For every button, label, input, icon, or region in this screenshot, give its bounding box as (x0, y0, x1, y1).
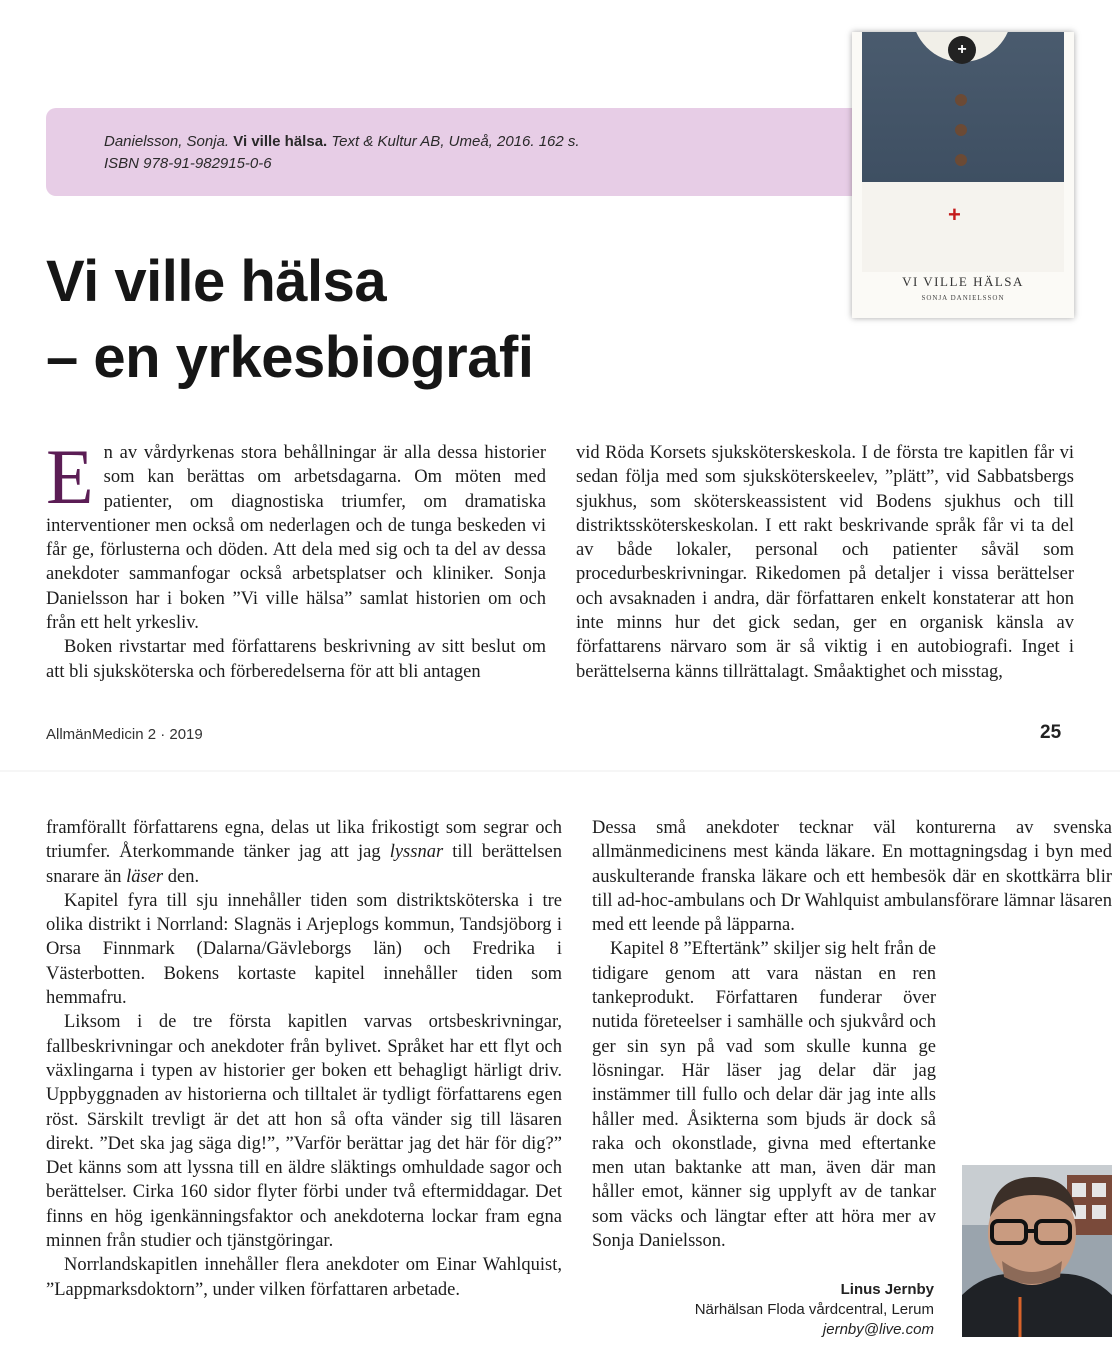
reference-author: Danielsson, Sonja. (104, 133, 230, 150)
article-headline (46, 244, 746, 396)
paragraph: Liksom i de tre första kapitlen varvas ortsbeskrivningar, fallbeskrivningar och anekdoter från bylivet. Språket har ett flyt och växlingarna i typen av historier ger boken ett behagligt härligt driv. Uppbyggnaden av historierna och tilltalet är tydligt författarens egen röst. Särskilt trevligt är det att hon så ofta vänder sig till läsaren direkt. ”Det ska jag säga dig!”, ”Varför berättar jag det här för dig?” Det känns som att lyssna till en äldre släktings omhuldade sagor och berättelser. Cirka 160 sidor flyter förbi under två eftermiddagar. Det finns en hög igenkänningsfaktor och anekdoterna lockar fram egna minnen från studier och tjänstgöringar. (46, 1012, 562, 1252)
cover-apron (862, 182, 1064, 272)
author-photo (962, 1165, 1112, 1337)
page-divider (0, 770, 1120, 772)
journal-footer: AllmänMedicin 2 · 2019 (46, 726, 203, 743)
cover-author: SONJA DANIELSSON (921, 294, 1005, 302)
emphasis-text: lyssnar (389, 842, 444, 863)
text-column-1 (46, 433, 546, 684)
emphasis-text: läser (126, 866, 164, 887)
paragraph-text: framförallt författarens egna, delas ut lika frikostigt som segrar och triumfer. Återkommande tänker jag att jag (46, 818, 562, 863)
paragraph: Boken rivstartar med författarens beskrivning av sitt beslut om att bli sjuksköterska och förberedelserna för att bli antagen (46, 637, 546, 682)
paragraph: Dessa små anekdoter tecknar väl konturerna av svenska allmänmedicinens mest kända läkare. En mottagningsdag i byn med auskulterande franska läkare och ett hembesök där en skottkärra blir till ad-hoc-ambulans och Dr Wahlquist ambulansförare lämnar läsaren med ett leende på läpparna. (592, 818, 1112, 936)
text-column-2 (576, 441, 1074, 684)
reference-title: Vi ville hälsa. (233, 133, 328, 150)
headline-line-1: Vi ville hälsa (46, 249, 387, 314)
reference-publisher: Text & Kultur AB, Umeå, 2016. 162 s. (331, 133, 580, 150)
reference-isbn: ISBN 978-91-982915-0-6 (104, 155, 272, 172)
paragraph: Kapitel fyra till sju innehåller tiden som distriktsköterska i tre olika distrikt i Norrland: Slagnäs i Arjeplogs kommun, Tandsjöborg i Orsa Finnmark (Dalarna/Gävleborgs län) och Fredrika i Västerbotten. Bokens kortaste kapitel innehåller tiden som hemmafru. (46, 890, 562, 1009)
reviewer-email: jernby@live.com (822, 1321, 934, 1338)
paragraph: Norrlandskapitlen innehåller flera anekdoter om Einar Wahlquist, ”Lappmarksdoktorn”, under vilken författaren arbetade. (46, 1255, 562, 1300)
paragraph-text: den. (163, 866, 200, 887)
cover-button-icon (955, 154, 967, 166)
paragraph: vid Röda Korsets sjuksköterskeskola. I de första tre kapitlen får vi sedan följa med som sjuksköterskeelev, ”plätt”, vid Sabbatsbergs sjukhus, som sköterskeassistent vid Bodens sjukhus och till distriktssköterskeskolan. I ett rakt beskrivande språk får vi ta del av både lokaler, personal och patienter såväl som procedurbeskrivningar. Rikedomen på detaljer i vissa berättelser och avsaknaden i andra, där författaren enkelt konstaterar att hon inte minns hur det gick sedan, ger en organisk känsla av författarens närvaro som är så viktig i en autobiografi. Inget i berättelserna känns tillrättalagt. Småaktighet och misstag, (576, 443, 1074, 682)
paragraph-text: n av vårdyrkenas stora behållningar är alla dessa historier som kan berättas om arbetsdagarna. Om möten med patienter, om diagnostiska triumfer, om dramatiska interventioner men också om nederlagen och de tunga beskeden vi får ge, förlusterna och döden. Att dela med sig och ta del av dessa anekdoter sammanfogar också arbetsplatser och kliniker. Sonja Danielsson har i boken ”Vi ville hälsa” samlat historien om och från ett helt yrkesliv. (46, 443, 546, 634)
headline-line-2: – en yrkesbiografi (46, 325, 534, 390)
red-cross-icon: + (948, 202, 961, 227)
page-number: 25 (1040, 722, 1062, 743)
reviewer-organization: Närhälsan Floda vårdcentral, Lerum (694, 1301, 934, 1318)
cover-button-icon (955, 94, 967, 106)
bibliographic-reference (104, 131, 824, 175)
cover-title: VI VILLE HÄLSA (902, 274, 1024, 289)
book-cover-image (852, 32, 1074, 318)
drop-cap: E (46, 433, 94, 520)
paragraph (46, 816, 562, 889)
paragraph-text: Kapitel 8 ”Eftertänk” skiljer sig helt från de tidigare genom att vara nästan en ren tankeprodukt. Författaren funderar över nutida företeelser i samhälle och sjukvård och ger sin syn på vad som skulle kunna ge lösningar. Här läser jag delar där jag instämmer till fullo och delar där jag inte alls håller med. Åsikterna som bjuds är dock så raka och okonstlade, givna med eftertanke men utan baktanke att man, även där man håller emot, känner sig upplyft av de tankar som väcks och längtar efter att höra mer av Sonja Danielsson. (592, 939, 936, 1252)
cover-button-icon (955, 124, 967, 136)
paragraph-text: till berättelsen snarare än (46, 842, 562, 887)
reviewer-name: Linus Jernby (840, 1281, 934, 1298)
cover-badge-icon: + (948, 36, 976, 64)
text-column-3 (46, 816, 562, 1302)
paragraph (46, 433, 546, 635)
